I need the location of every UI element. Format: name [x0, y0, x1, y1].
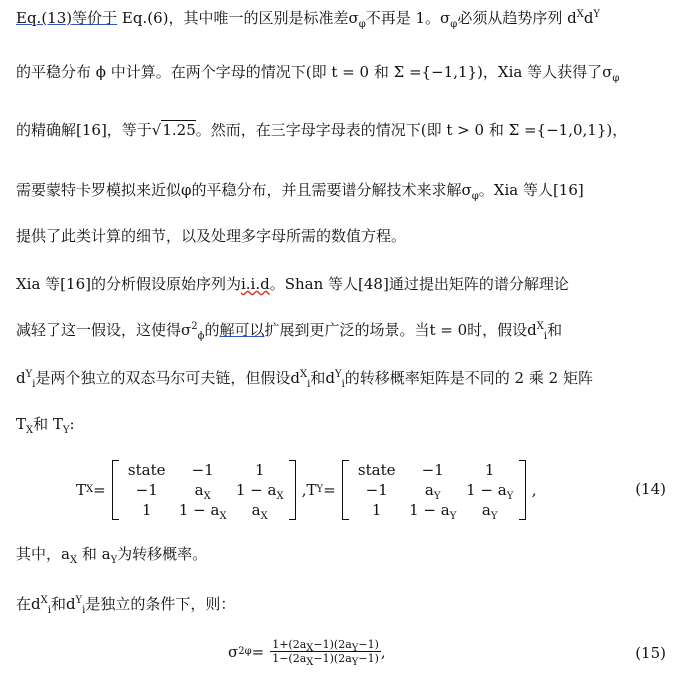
paragraph1-line4: 需要蒙特卡罗模拟来近似φ的平稳分布，并且需要谱分解技术来求解$\sigma_\varphi$。Xia 等人[16]	[16, 181, 584, 202]
equation-link-13[interactable]: Eq.(13)	[16, 9, 73, 27]
matrix-cell: 1	[371, 501, 382, 519]
paragraph1-line1: Eq.(13)等价于 Eq.(6)，其中唯一的区别是标准差$\sigma_\varphi$不再是 1。$\sigma_\varphi$必须从趋势序列 $d^Xd^Y$	[16, 9, 601, 30]
sqrt-sign: √	[151, 121, 162, 139]
spellcheck-iid[interactable]: i.i.d	[240, 275, 270, 293]
matrix-cell: 1	[254, 461, 265, 479]
matrix-cell: $a_Y$	[481, 501, 498, 522]
matrix-cell: −1	[135, 481, 158, 499]
sqrt-value: 1.25	[162, 121, 196, 139]
underlined-solvable[interactable]: 解可以	[219, 321, 265, 339]
matrix-cell: state	[127, 461, 166, 479]
paragraph1-line2: 的平稳分布 ϕ 中计算。在两个字母的情况下(即 t = 0 和 Σ ={−1,1})，Xia 等人获得了$\sigma_\varphi$	[16, 63, 620, 84]
paragraph2-line3: $d^Y_i$是两个独立的双态马尔可夫链，但假设$d^X_i$和$d^Y_i$的转移概率矩阵是不同的 2 乘 2 矩阵	[16, 369, 593, 390]
matrix-cell: $1 - a_Y$	[409, 501, 457, 522]
matrix-cell: −1	[191, 461, 214, 479]
paragraph4: 在$d^X_i$和$d^Y_i$是独立的条件下，则：	[16, 595, 236, 616]
paragraph1-line3: 的精确解[16]，等于√1.25。然而，在三字母字母表的情况下(即 t > 0 和 Σ ={−1,0,1})，	[16, 121, 628, 139]
matrix-cell: $a_X$	[194, 481, 211, 502]
matrix-cell: −1	[365, 481, 388, 499]
equation-number-15: (15)	[635, 644, 666, 662]
matrix-cell: $1 - a_Y$	[466, 481, 514, 502]
paragraph3: 其中，$a_X$ 和 $a_Y$为转移概率。	[16, 545, 208, 566]
matrix-cell: −1	[421, 461, 444, 479]
matrix-cell: $a_X$	[251, 501, 268, 522]
text-link-equivalent[interactable]: 等价于	[72, 9, 118, 27]
equation-14: T X = state −1 1 −1 $a_X$ $1 - a_X$ 1 $1 - a_X$ $a_X$ , T Y = state −1 1 −1 $a_Y$ $1 - a_Y$ 1 $1 - a_Y$ $a_Y$ , (14)	[76, 461, 666, 522]
paragraph2-line2: 减轻了这一假设，这使得$\sigma^2_\phi$的解可以扩展到更广泛的场景。当t = 0时，假设$d^X_i$和	[16, 321, 563, 342]
paragraph2-line1: Xia 等[16]的分析假设原始序列为i.i.d。Shan 等人[48]通过提出矩阵的谱分解理论	[16, 275, 569, 293]
paragraph1-line5: 提供了此类计算的细节，以及处理多字母所需的数值方程。	[16, 227, 407, 245]
matrix-cell: $1 - a_X$	[235, 481, 284, 502]
transition-matrix-y	[342, 460, 526, 520]
matrix-cell: $1 - a_X$	[178, 501, 227, 522]
matrix-cell: $a_Y$	[424, 481, 441, 502]
matrix-cell: 1	[484, 461, 495, 479]
matrix-cell: 1	[141, 501, 152, 519]
transition-matrix-x	[112, 460, 296, 520]
variance-fraction: $\frac{1+(2a_X-1)(2a_Y-1)}{1-(2a_X-1)(2a_Y-1)}$	[272, 638, 379, 669]
equation-15: σ 2 φ = $\frac{1+(2a_X-1)(2a_Y-1)}{1-(2a_X-1)(2a_Y-1)}$ , (15)	[228, 638, 666, 669]
equation-number-14: (14)	[635, 480, 666, 498]
paragraph2-line4: $T_X$和 $T_Y$:	[16, 415, 75, 436]
matrix-cell: state	[357, 461, 396, 479]
